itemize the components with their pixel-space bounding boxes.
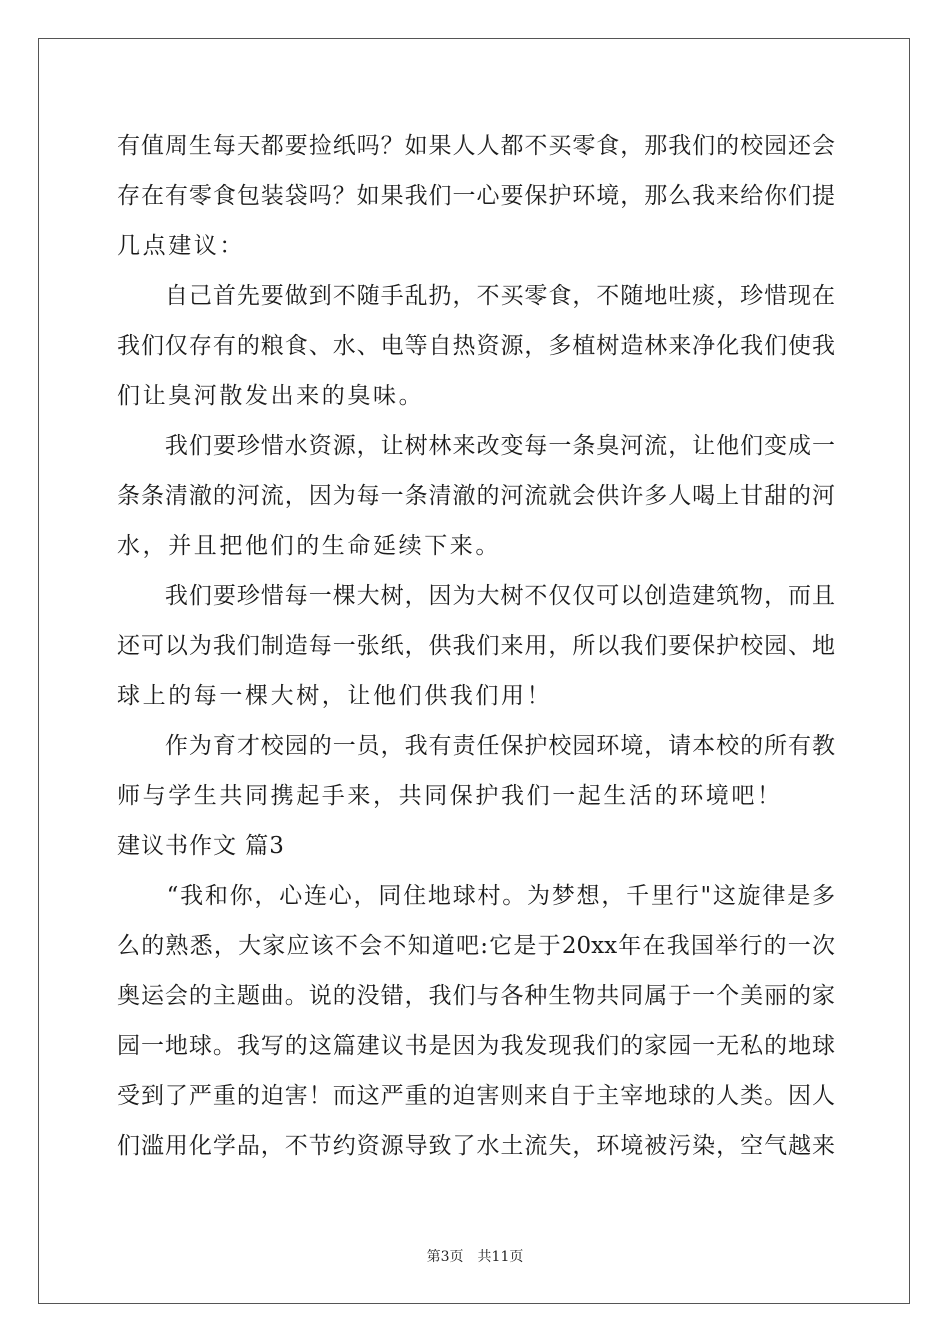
text-line: 们让臭河散发出来的臭味。: [117, 383, 425, 409]
text-line: 么的熟悉，大家应该不会不知道吧:它是于20xx年在我国举行的一次: [117, 933, 835, 959]
text-line: 球上的每一棵大树，让他们供我们用！: [117, 683, 553, 709]
text-line: 还可以为我们制造每一张纸，供我们来用，所以我们要保护校园、地: [117, 633, 835, 659]
text-line: 园一地球。我写的这篇建议书是因为我发现我们的家园一无私的地球: [117, 1033, 835, 1059]
text-line: 有值周生每天都要捡纸吗？如果人人都不买零食，那我们的校园还会: [117, 133, 835, 159]
text-line: 们滥用化学品，不节约资源导致了水土流失，环境被污染，空气越来: [117, 1133, 835, 1159]
text-line: 我们仅存有的粮食、水、电等自热资源，多植树造林来净化我们使我: [117, 333, 835, 359]
text-line: 奥运会的主题曲。说的没错，我们与各种生物共同属于一个美丽的家: [117, 983, 835, 1009]
text-line: 条条清澈的河流，因为每一条清澈的河流就会供许多人喝上甘甜的河: [117, 483, 835, 509]
text-line: 水，并且把他们的生命延续下来。: [117, 533, 501, 559]
text-line: 存在有零食包装袋吗？如果我们一心要保护环境，那么我来给你们提: [117, 183, 835, 209]
text-line: 几点建议：: [117, 233, 245, 259]
page-footer: [0, 1246, 950, 1266]
page-number: 第3页: [426, 1249, 464, 1265]
text-line: 师与学生共同携起手来，共同保护我们一起生活的环境吧！: [117, 783, 783, 809]
section-heading: 建议书作文 篇3: [117, 833, 285, 859]
text-line: “我和你，心连心，同住地球村。为梦想，千里行"这旋律是多: [117, 883, 835, 909]
text-line: 自己首先要做到不随手乱扔，不买零食，不随地吐痰，珍惜现在: [117, 283, 835, 309]
text-line: 我们要珍惜每一棵大树，因为大树不仅仅可以创造建筑物，而且: [117, 583, 835, 609]
text-line: 作为育才校园的一员，我有责任保护校园环境，请本校的所有教: [117, 733, 835, 759]
page-total: 共11页: [477, 1249, 524, 1265]
text-line: 受到了严重的迫害！而这严重的迫害则来自于主宰地球的人类。因人: [117, 1083, 835, 1109]
text-line: 我们要珍惜水资源，让树林来改变每一条臭河流，让他们变成一: [117, 433, 835, 459]
